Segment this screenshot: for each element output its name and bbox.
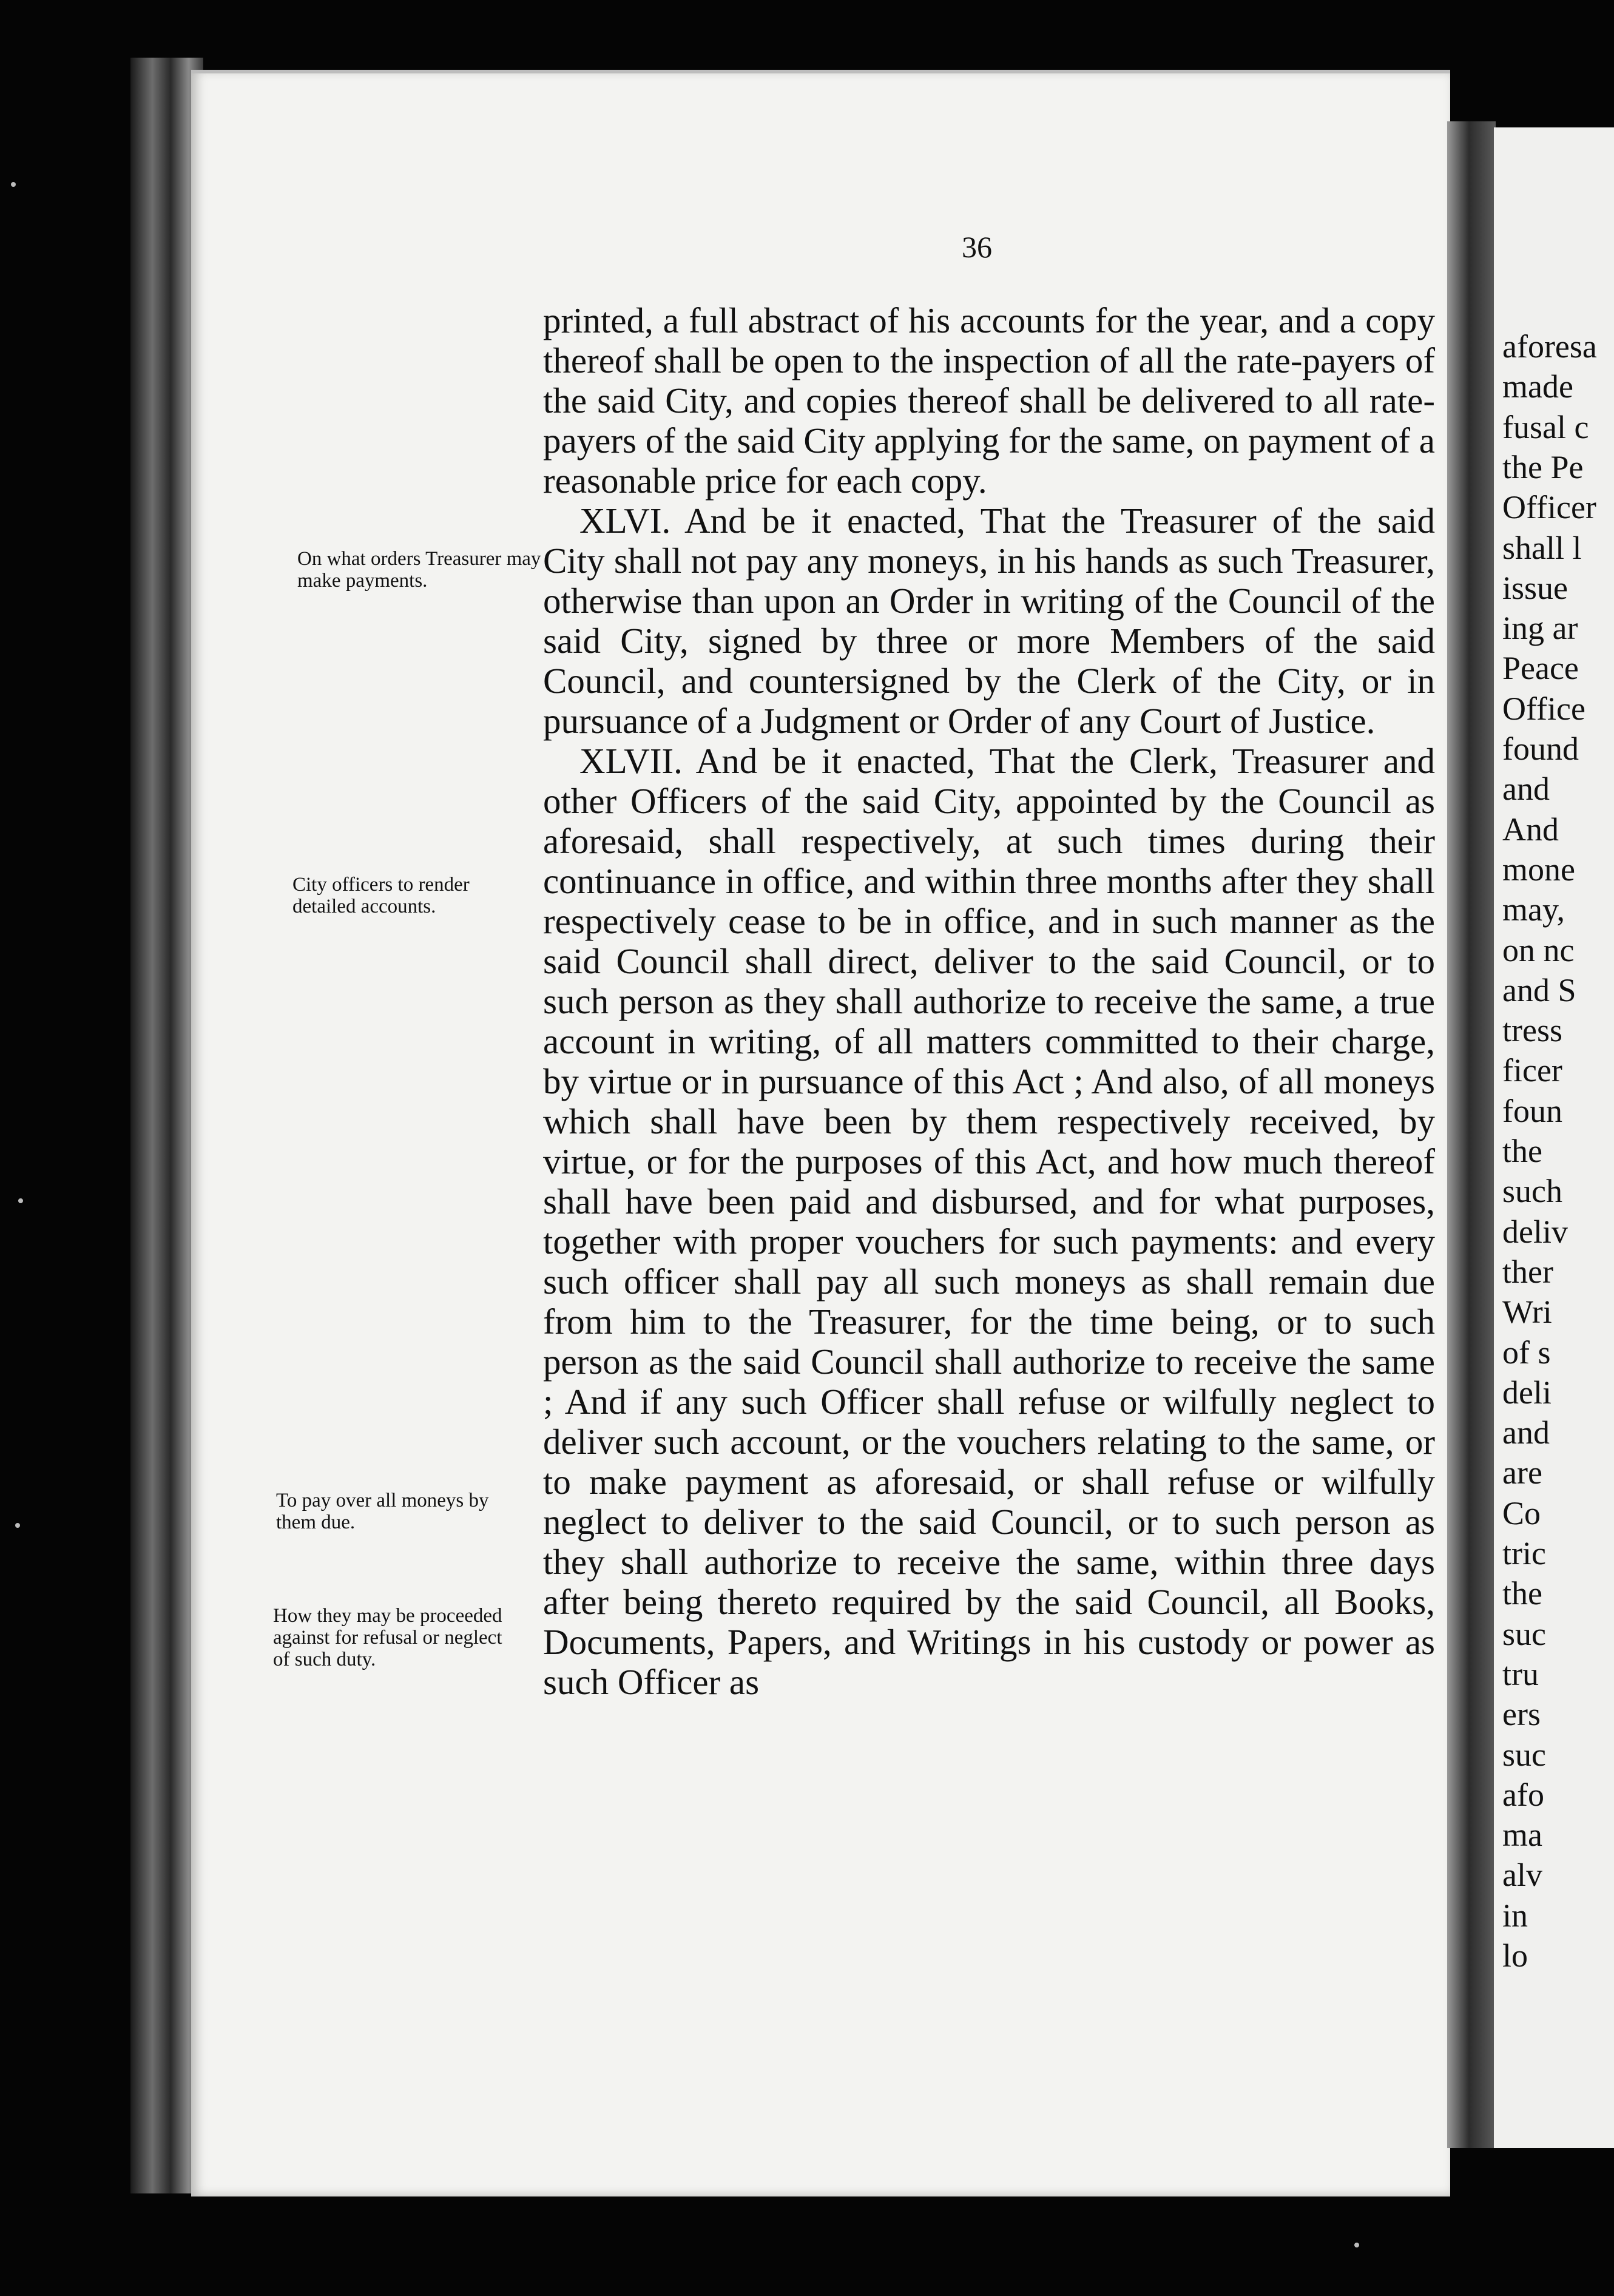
paragraph-section-xlvi: XLVI. And be it enacted, That the Treasurer of the said City shall not pay any moneys, in his hands as such Treasurer, otherwise than upon an Order in writing of the Council of the said City, signed by three or more Members of the said Council, and countersigned by the Clerk of the City, or in pursuance of a Judgment or Order of any Court of Justice. bbox=[543, 501, 1435, 741]
right-page-fragment: tru bbox=[1502, 1655, 1539, 1692]
side-note-treasurer-orders: On what orders Treasurer may make payments. bbox=[297, 548, 541, 592]
side-note-proceedings: How they may be proceeded against for refusal or neglect of such duty. bbox=[273, 1605, 502, 1670]
dust-speck bbox=[11, 182, 16, 187]
right-page-fragment: such bbox=[1502, 1173, 1562, 1210]
right-page-fragment: in bbox=[1502, 1897, 1528, 1934]
right-page-fragment: deliv bbox=[1502, 1213, 1568, 1250]
dust-speck bbox=[18, 1198, 23, 1203]
right-page-fragment: and bbox=[1502, 771, 1550, 808]
right-page-fragment: ficer bbox=[1502, 1052, 1562, 1089]
paragraph-section-xlvii: XLVII. And be it enacted, That the Clerk, Treasurer and other Officers of the said City, appointed by the Council as aforesaid, shall respectively, at such times during their continuance in office, and within three months after they shall respectively cease to be in office, and in such manner as the said Council shall direct, deliver to the said Council, or to such person as they shall authorize to receive the same, a true account in writing, of all matters committed to their charge, by virtue or in pursuance of this Act ; And also, of all moneys which shall have been by them respectively received, by virtue, or for the purposes of this Act, and how much thereof shall have been paid and disbursed, and for what purposes, together with proper vouchers for such payments: and every such officer shall pay all such moneys as shall remain due from him to the Treasurer, for the time being, or to such person as the said Council shall authorize to receive the same ; And if any such Officer shall refuse or wilfully neglect to deliver such account, or the vouchers relating to the same, or to make payment as aforesaid, or shall refuse or wilfully neglect to deliver to the said Council, or to such person as they shall authorize to receive the same, within three days after being thereto required by the said Council, all Books, Documents, Papers, and Writings in his custody or power as such Officer as bbox=[543, 741, 1435, 1702]
right-page-fragment: suc bbox=[1502, 1736, 1546, 1773]
right-page-fragment: foun bbox=[1502, 1092, 1562, 1129]
right-page-fragment: tric bbox=[1502, 1535, 1546, 1572]
right-page-fragment: Peace bbox=[1502, 650, 1579, 687]
dust-speck bbox=[1354, 2243, 1359, 2247]
right-page-fragment: suc bbox=[1502, 1615, 1546, 1652]
right-page-fragment: made bbox=[1502, 368, 1573, 405]
right-page-fragment: ther bbox=[1502, 1253, 1553, 1290]
right-page-fragment: of s bbox=[1502, 1334, 1551, 1371]
right-page-fragment: tress bbox=[1502, 1012, 1562, 1049]
right-page-fragment: deli bbox=[1502, 1374, 1552, 1411]
right-page-fragment: Officer bbox=[1502, 489, 1596, 526]
right-page-fragment: issue bbox=[1502, 569, 1568, 606]
book-gutter bbox=[1447, 121, 1496, 2148]
right-page-fragment: and S bbox=[1502, 971, 1576, 1008]
page-number: 36 bbox=[962, 230, 992, 264]
right-page-fragment: the bbox=[1502, 1133, 1542, 1169]
right-page-fragment: ma bbox=[1502, 1817, 1542, 1854]
right-page bbox=[1494, 127, 1614, 2148]
right-page-fragment: aforesa bbox=[1502, 328, 1597, 365]
right-page-fragment: alv bbox=[1502, 1857, 1542, 1894]
right-page-fragment: fusal c bbox=[1502, 408, 1589, 445]
right-page-fragment: ers bbox=[1502, 1696, 1541, 1733]
right-page-fragment: found bbox=[1502, 731, 1579, 767]
right-page-fragment: the Pe bbox=[1502, 448, 1584, 485]
right-page-fragment: Office bbox=[1502, 690, 1585, 727]
right-page-fragment: shall l bbox=[1502, 529, 1582, 566]
right-page-fragment: lo bbox=[1502, 1937, 1528, 1974]
right-page-fragment: ing ar bbox=[1502, 610, 1578, 647]
right-page-fragment: afo bbox=[1502, 1776, 1544, 1813]
right-page-fragment: mone bbox=[1502, 851, 1575, 888]
paragraph-continuation: printed, a full abstract of his accounts for the year, and a copy thereof shall be open to the inspection of all the rate-payers of the said City, and copies thereof shall be delivered to all rate-payers of the said City applying for the same, on payment of a reasonable price for each copy. bbox=[543, 300, 1435, 501]
right-page-fragment: on nc bbox=[1502, 931, 1575, 968]
right-page-fragment: the bbox=[1502, 1575, 1542, 1612]
dust-speck bbox=[15, 1523, 20, 1528]
right-page-fragment: and bbox=[1502, 1414, 1550, 1451]
right-page-fragment: may, bbox=[1502, 891, 1565, 928]
right-page-fragment: Wri bbox=[1502, 1294, 1552, 1331]
right-page-fragment: Co bbox=[1502, 1494, 1541, 1531]
side-note-pay-over: To pay over all moneys by them due. bbox=[276, 1490, 489, 1533]
right-page-fragment: are bbox=[1502, 1454, 1542, 1491]
side-note-detailed-accounts: City officers to render detailed accounts. bbox=[292, 874, 470, 917]
right-page-fragment: And bbox=[1502, 811, 1559, 848]
body-text bbox=[543, 300, 1435, 1702]
